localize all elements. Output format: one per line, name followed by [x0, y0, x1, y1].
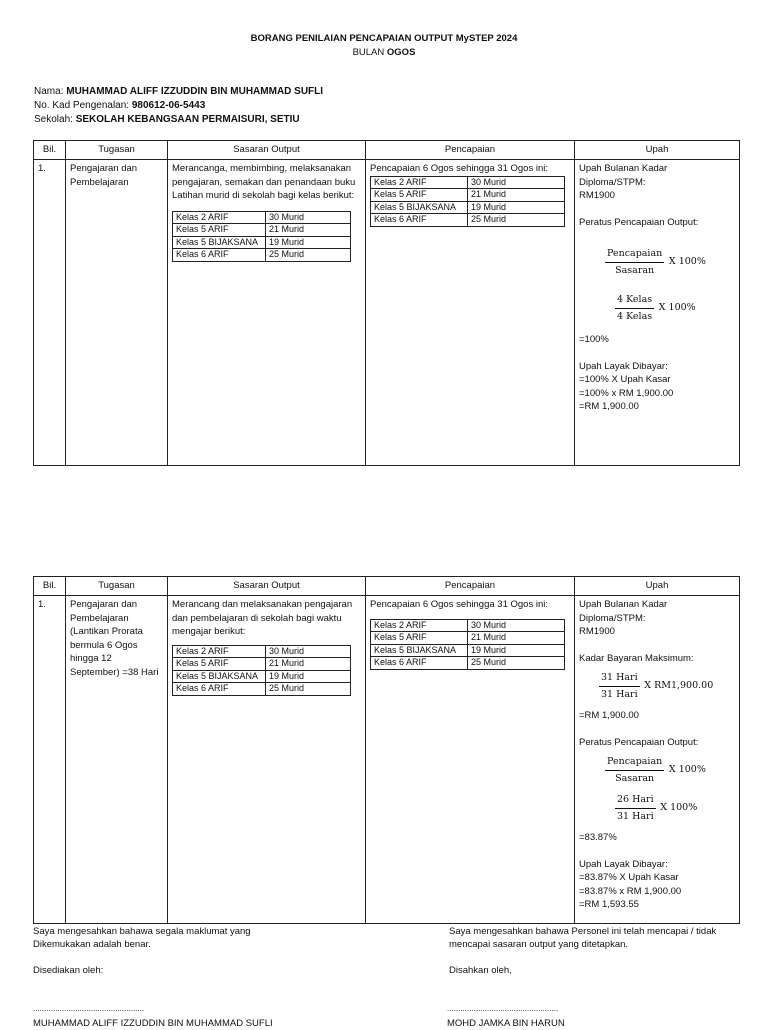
right-signatory-name: MOHD JAMKA BIN HARUN [447, 1018, 565, 1029]
ic-value: 980612-06-5443 [131, 100, 206, 111]
col-sasaran: Sasaran Output [168, 577, 366, 596]
peratus-label: Peratus Pencapaian Output: [579, 736, 699, 748]
student-count: 30 Murid [468, 619, 565, 632]
prepared-by-label: Disediakan oleh: [33, 965, 104, 976]
class-name: Kelas 2 ARIF [173, 645, 266, 658]
bil-cell: 1. [34, 160, 66, 466]
kadar-result: =RM 1,900.00 [579, 710, 639, 721]
fraction [615, 793, 656, 823]
layak-label: Upah Layak Dibayar: [579, 360, 668, 372]
table-row [371, 214, 565, 227]
formula-hari [615, 793, 735, 823]
pencapaian-cell [366, 160, 575, 466]
name-line [34, 86, 323, 97]
class-name: Kelas 6 ARIF [173, 249, 266, 262]
assessment-table-1 [33, 140, 740, 466]
class-name: Kelas 5 BIJAKSANA [173, 670, 266, 683]
table-row [34, 596, 740, 924]
col-bil: Bil. [34, 577, 66, 596]
school-label: Sekolah: [34, 114, 76, 125]
right-statement-line1: Saya mengesahkan bahawa Personel ini telah mencapai / tidak [449, 926, 717, 937]
pencapaian-text: Pencapaian 6 Ogos sehingga 31 Ogos ini: [370, 599, 548, 610]
student-count: 21 Murid [266, 224, 351, 237]
class-name: Kelas 6 ARIF [371, 214, 468, 227]
table-row [173, 683, 351, 696]
student-count: 21 Murid [468, 189, 565, 202]
name-value: MUHAMMAD ALIFF IZZUDDIN BIN MUHAMMAD SUFLI [66, 86, 324, 97]
peratus-label: Peratus Pencapaian Output: [579, 216, 699, 228]
col-bil: Bil. [34, 141, 66, 160]
percentage-result: =83.87% [579, 832, 617, 843]
left-signature-line: .................................................. [33, 1004, 145, 1013]
left-signatory-name: MUHAMMAD ALIFF IZZUDDIN BIN MUHAMMAD SUFLI [33, 1018, 273, 1029]
layak-line2: =83.87% x RM 1,900.00 [579, 885, 682, 897]
class-name: Kelas 5 BIJAKSANA [173, 236, 266, 249]
pencapaian-cell [366, 596, 575, 924]
formula-kelas [615, 293, 735, 323]
school-line [34, 114, 300, 125]
fraction [605, 247, 664, 277]
table-row [173, 645, 351, 658]
name-label: Nama: [34, 86, 67, 97]
class-name: Kelas 5 ARIF [371, 189, 468, 202]
fraction-numerator: Pencapaian [605, 247, 664, 263]
upah-line1: Upah Bulanan Kadar Diploma/STPM: [579, 163, 668, 188]
table-row [173, 224, 351, 237]
fraction-denominator: 4 Kelas [617, 310, 653, 322]
formula-pencapaian [605, 247, 735, 277]
form-title: BORANG PENILAIAN PENCAPAIAN OUTPUT MySTEP 2024 [250, 33, 518, 44]
fraction [605, 755, 664, 785]
col-tugasan: Tugasan [66, 141, 168, 160]
table-header-row [34, 577, 740, 596]
pencapaian-class-table [370, 619, 565, 670]
upah-cell [575, 160, 740, 466]
left-statement-line1: Saya mengesahkan bahawa segala maklumat yang [33, 926, 251, 937]
student-count: 30 Murid [266, 645, 351, 658]
ic-line [34, 100, 205, 111]
table-row [371, 189, 565, 202]
fraction-multiplier: X 100% [668, 256, 706, 268]
col-upah: Upah [575, 577, 740, 596]
upah-line1: Upah Bulanan Kadar Diploma/STPM: [579, 599, 668, 624]
col-pencapaian: Pencapaian [366, 141, 575, 160]
col-pencapaian: Pencapaian [366, 577, 575, 596]
sasaran-cell [168, 160, 366, 466]
formula-kadar [599, 671, 735, 701]
student-count: 21 Murid [468, 632, 565, 645]
fraction-multiplier: X RM1,900.00 [644, 680, 714, 692]
table-row [173, 236, 351, 249]
tugasan-cell: Pengajaran dan Pembelajaran [66, 160, 168, 466]
fraction-denominator: Sasaran [615, 264, 655, 276]
fraction [599, 671, 640, 701]
month-value: OGOS [386, 47, 416, 58]
student-count: 25 Murid [468, 214, 565, 227]
fraction-numerator: 26 Hari [615, 793, 656, 809]
fraction-multiplier: X 100% [658, 302, 696, 314]
student-count: 25 Murid [468, 657, 565, 670]
fraction-denominator: 31 Hari [601, 688, 638, 700]
table-row [173, 249, 351, 262]
fraction [615, 293, 654, 323]
class-name: Kelas 6 ARIF [173, 683, 266, 696]
table-header-row [34, 141, 740, 160]
class-name: Kelas 5 BIJAKSANA [371, 644, 468, 657]
right-signature-line: .................................................. [447, 1004, 559, 1013]
fraction-numerator: 31 Hari [599, 671, 640, 687]
student-count: 25 Murid [266, 683, 351, 696]
pencapaian-text: Pencapaian 6 Ogos sehingga 31 Ogos ini: [370, 163, 548, 174]
approved-by-label: Disahkan oleh, [449, 965, 512, 976]
percentage-result: =100% [579, 334, 609, 345]
class-name: Kelas 5 ARIF [173, 658, 266, 671]
layak-line3: =RM 1,593.55 [579, 899, 639, 910]
formula-pencapaian [605, 755, 735, 785]
left-statement [33, 925, 251, 951]
col-sasaran: Sasaran Output [168, 141, 366, 160]
col-tugasan: Tugasan [66, 577, 168, 596]
table-row [34, 160, 740, 466]
layak-line3: =RM 1,900.00 [579, 401, 639, 412]
student-count: 21 Murid [266, 658, 351, 671]
upah-cell [575, 596, 740, 924]
bil-cell: 1. [34, 596, 66, 924]
right-statement [449, 925, 716, 951]
assessment-table-2 [33, 576, 740, 924]
layak-line2: =100% x RM 1,900.00 [579, 387, 674, 399]
table-row [371, 201, 565, 214]
table-row [371, 176, 565, 189]
student-count: 19 Murid [468, 644, 565, 657]
student-count: 19 Murid [468, 201, 565, 214]
fraction-numerator: Pencapaian [605, 755, 664, 771]
fraction-denominator: 31 Hari [617, 810, 654, 822]
fraction-multiplier: X 100% [660, 802, 698, 814]
sasaran-class-table [172, 645, 351, 696]
upah-line2: RM1900 [579, 626, 615, 637]
table-row [371, 632, 565, 645]
fraction-denominator: Sasaran [615, 772, 655, 784]
class-name: Kelas 2 ARIF [173, 211, 266, 224]
fraction-multiplier: X 100% [668, 764, 706, 776]
fraction-numerator: 4 Kelas [615, 293, 654, 309]
class-name: Kelas 2 ARIF [371, 176, 468, 189]
sasaran-text: Merancang dan melaksanakan pengajaran dan pembelajaran di sekolah bagi waktu mengajar berikut: [172, 599, 353, 637]
layak-label: Upah Layak Dibayar: [579, 858, 668, 870]
left-statement-line2: Dikemukakan adalah benar. [33, 939, 151, 950]
table-row [173, 211, 351, 224]
sasaran-text: Merancanga, membimbing, melaksanakan pengajaran, semakan dan penandaan buku Latihan murid di sekolah bagi kelas berikut: [172, 163, 356, 201]
form-month [0, 47, 768, 58]
upah-line2: RM1900 [579, 190, 615, 201]
table-row [371, 619, 565, 632]
table-row [173, 670, 351, 683]
class-name: Kelas 5 ARIF [371, 632, 468, 645]
student-count: 19 Murid [266, 236, 351, 249]
tugasan-cell: Pengajaran dan Pembelajaran (Lantikan Prorata bermula 6 Ogos hingga 12 September) =38 Hari [66, 596, 168, 924]
student-count: 25 Murid [266, 249, 351, 262]
student-count: 19 Murid [266, 670, 351, 683]
layak-line1: =100% X Upah Kasar [579, 374, 671, 385]
class-name: Kelas 5 BIJAKSANA [371, 201, 468, 214]
pencapaian-class-table [370, 176, 565, 227]
right-statement-line2: mencapai sasaran output yang ditetapkan. [449, 939, 629, 950]
layak-line1: =83.87% X Upah Kasar [579, 872, 679, 883]
class-name: Kelas 5 ARIF [173, 224, 266, 237]
student-count: 30 Murid [468, 176, 565, 189]
table-row [371, 657, 565, 670]
month-label: BULAN [352, 47, 387, 58]
kadar-label: Kadar Bayaran Maksimum: [579, 652, 694, 664]
col-upah: Upah [575, 141, 740, 160]
ic-label: No. Kad Pengenalan: [34, 100, 132, 111]
sasaran-cell [168, 596, 366, 924]
table-row [173, 658, 351, 671]
sasaran-class-table [172, 211, 351, 262]
school-value: SEKOLAH KEBANGSAAN PERMAISURI, SETIU [75, 114, 300, 125]
class-name: Kelas 6 ARIF [371, 657, 468, 670]
student-count: 30 Murid [266, 211, 351, 224]
table-row [371, 644, 565, 657]
class-name: Kelas 2 ARIF [371, 619, 468, 632]
